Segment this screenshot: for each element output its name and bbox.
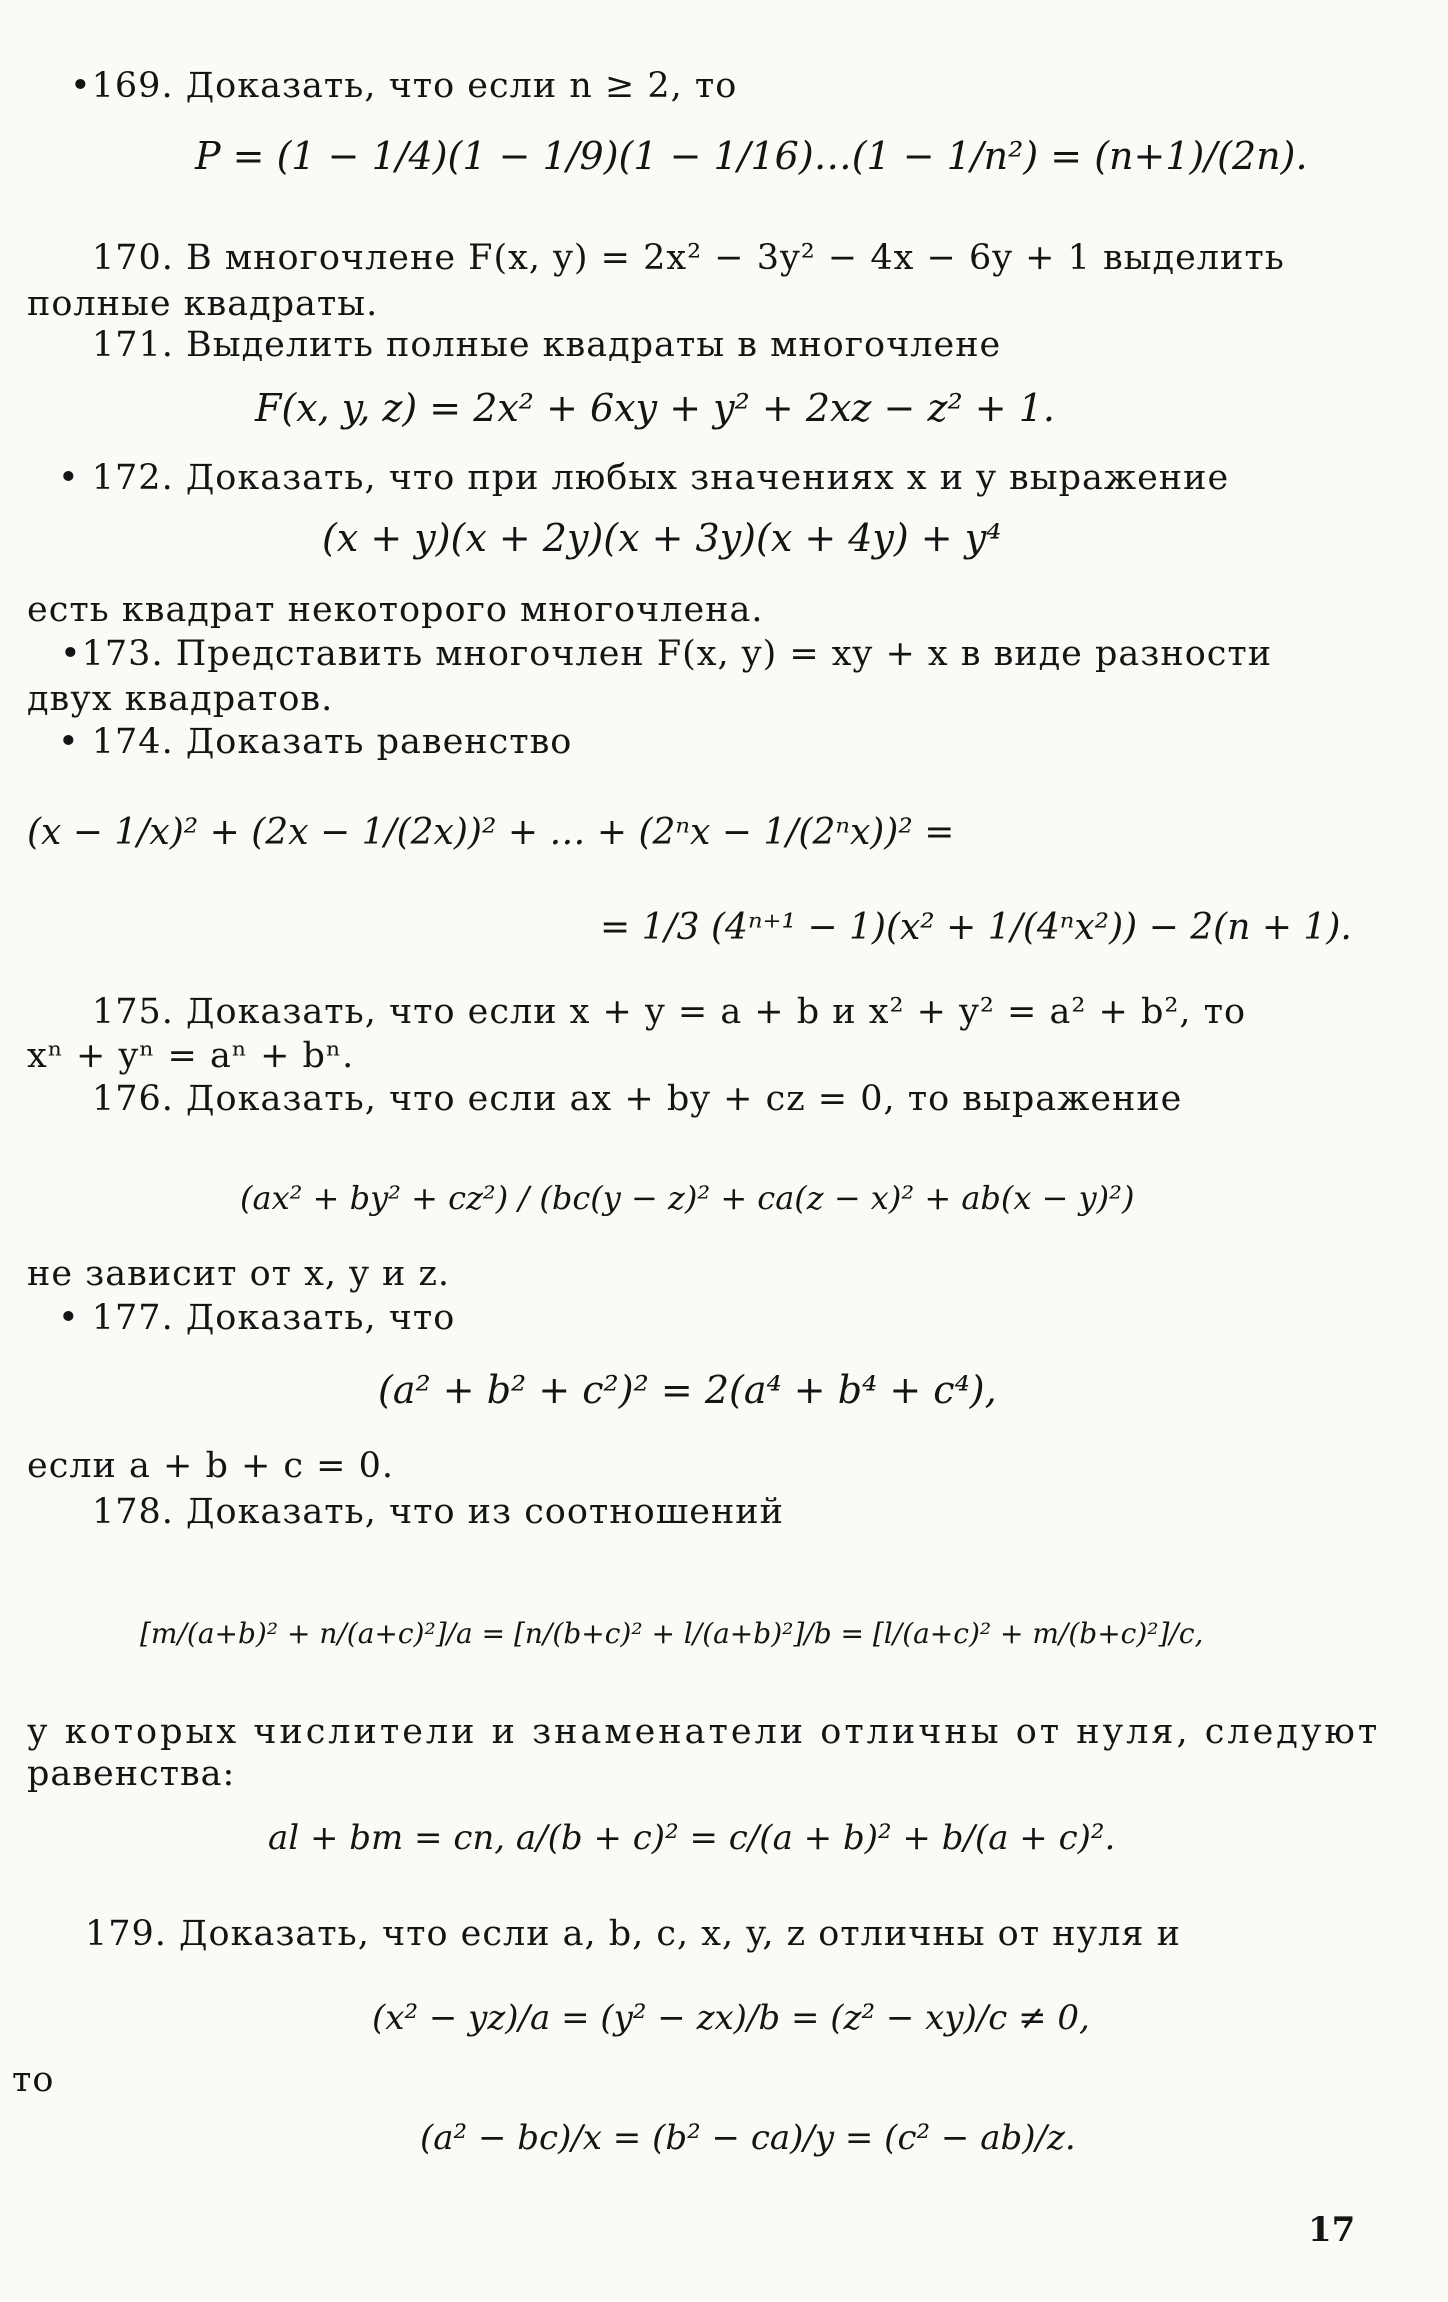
page-number: 17 bbox=[1308, 2210, 1356, 2250]
problem-173-line1: •173. Представить многочлен F(x, y) = xy + x в виде разности bbox=[60, 634, 1273, 674]
problem-172-text: • 172. Доказать, что при любых значениях x и y выражение bbox=[58, 458, 1230, 498]
problem-175-line1: 175. Доказать, что если x + y = a + b и x² + y² = a² + b², то bbox=[92, 992, 1247, 1032]
problem-177-formula: (a² + b² + c²)² = 2(a⁴ + b⁴ + c⁴), bbox=[378, 1368, 997, 1412]
problem-179-text: 179. Доказать, что если a, b, c, x, y, z отличны от нуля и bbox=[85, 1914, 1181, 1954]
problem-170-line1: 170. В многочлене F(x, y) = 2x² − 3y² − 4x − 6y + 1 выделить bbox=[92, 238, 1285, 278]
problem-179-formula2: (a² − bc)/x = (b² − ca)/y = (c² − ab)/z. bbox=[420, 2118, 1076, 2158]
problem-176-formula: (ax² + by² + cz²) / (bc(y − z)² + ca(z − x)² + ab(x − y)²) bbox=[240, 1179, 1135, 1217]
problem-178-text: 178. Доказать, что из соотношений bbox=[92, 1492, 784, 1532]
problem-179-word: то bbox=[12, 2060, 55, 2100]
problem-175-line2: xⁿ + yⁿ = aⁿ + bⁿ. bbox=[27, 1036, 355, 1076]
problem-178-line1: у которых числители и знаменатели отличны от нуля, следуют bbox=[27, 1712, 1381, 1752]
problem-174-formula1: (x − 1/x)² + (2x − 1/(2x))² + … + (2ⁿx − 1/(2ⁿx))² = bbox=[27, 812, 955, 853]
problem-178-line2: равенства: bbox=[27, 1754, 236, 1794]
problem-174-formula2: = 1/3 (4ⁿ⁺¹ − 1)(x² + 1/(4ⁿx²)) − 2(n + 1). bbox=[600, 907, 1352, 948]
problem-177-tail: если a + b + c = 0. bbox=[27, 1446, 395, 1486]
problem-171-text: 171. Выделить полные квадраты в многочлене bbox=[92, 325, 1002, 365]
problem-169-text: •169. Доказать, что если n ≥ 2, то bbox=[70, 66, 738, 106]
problem-177-text: • 177. Доказать, что bbox=[58, 1298, 456, 1338]
problem-172-formula: (x + y)(x + 2y)(x + 3y)(x + 4y) + y⁴ bbox=[322, 516, 1002, 560]
problem-170-line2: полные квадраты. bbox=[27, 284, 379, 324]
problem-179-formula: (x² − yz)/a = (y² − zx)/b = (z² − xy)/c ≠ 0, bbox=[372, 1998, 1090, 2038]
problem-178-formula: [m/(a+b)² + n/(a+c)²]/a = [n/(b+c)² + l/(a+b)²]/b = [l/(a+c)² + m/(b+c)²]/c, bbox=[140, 1617, 1204, 1650]
problem-176-tail: не зависит от x, y и z. bbox=[27, 1254, 451, 1294]
problem-176-text: 176. Доказать, что если ax + by + cz = 0, то выражение bbox=[92, 1079, 1183, 1119]
problem-174-text: • 174. Доказать равенство bbox=[58, 722, 573, 762]
problem-169-formula: P = (1 − 1/4)(1 − 1/9)(1 − 1/16)…(1 − 1/n²) = (n+1)/(2n). bbox=[195, 134, 1308, 178]
problem-172-tail: есть квадрат некоторого многочлена. bbox=[27, 590, 764, 630]
problem-171-formula: F(x, y, z) = 2x² + 6xy + y² + 2xz − z² + 1. bbox=[255, 386, 1055, 430]
problem-178-formula2: al + bm = cn, a/(b + c)² = c/(a + b)² + b/(a + c)². bbox=[268, 1818, 1116, 1858]
problem-173-line2: двух квадратов. bbox=[27, 679, 334, 719]
